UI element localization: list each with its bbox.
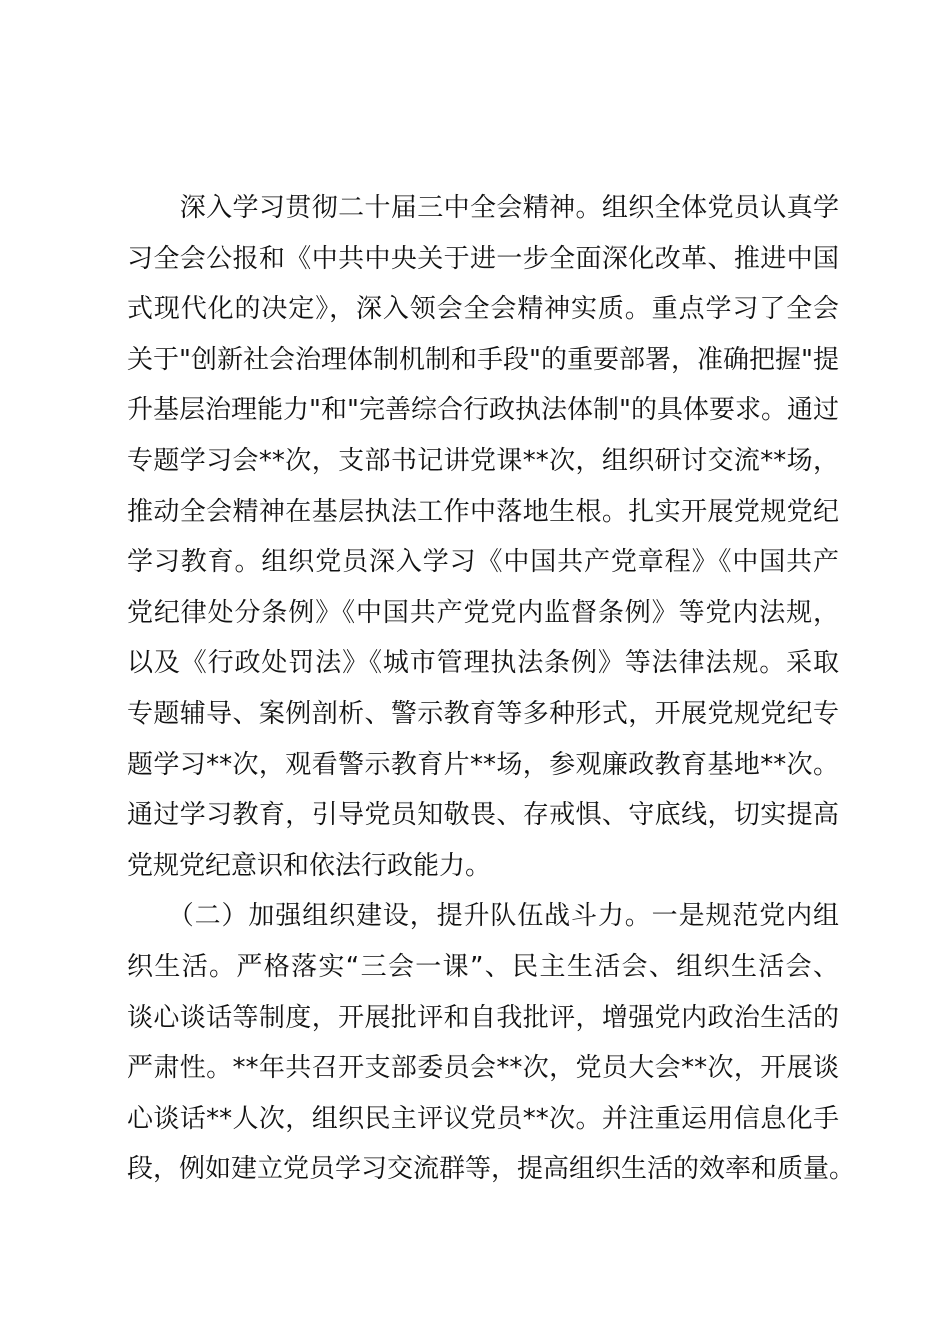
- text-line: 心谈话**人次，组织民主评议党员**次。并注重运用信息化手: [127, 1103, 839, 1134]
- text-line: 严肃性。**年共召开支部委员会**次，党员大会**次，开展谈: [127, 1053, 839, 1084]
- text-line: 深入学习贯彻二十届三中全会精神。组织全体党员认真学: [127, 193, 839, 223]
- text-line: 以及《行政处罚法》《城市管理执法条例》等法律法规。采取: [127, 648, 839, 679]
- text-line: （二）加强组织建设，提升队伍战斗力。一是规范党内组: [127, 901, 839, 932]
- text-line: 习全会公报和《中共中央关于进一步全面深化改革、推进中国: [127, 243, 839, 274]
- text-line: 织生活。严格落实“三会一课”、民主生活会、组织生活会、: [127, 951, 839, 982]
- text-line: 题学习**次，观看警示教育片**场，参观廉政教育基地**次。: [127, 749, 839, 780]
- text-line: 段，例如建立党员学习交流群等，提高组织生活的效率和质量。: [127, 1154, 856, 1185]
- paragraph: [127, 891, 856, 1195]
- text-line: 党纪律处分条例》《中国共产党党内监督条例》等党内法规，: [127, 597, 839, 628]
- text-line: 推动全会精神在基层执法工作中落地生根。扎实开展党规党纪: [127, 496, 839, 527]
- text-line: 关于"创新社会治理体制机制和手段"的重要部署，准确把握"提: [127, 344, 839, 375]
- text-line: 学习教育。组织党员深入学习《中国共产党章程》《中国共产: [127, 547, 839, 578]
- text-line: 谈心谈话等制度，开展批评和自我批评，增强党内政治生活的: [127, 1002, 839, 1033]
- document-body: [127, 183, 856, 1195]
- text-line: 升基层治理能力"和"完善综合行政执法体制"的具体要求。通过: [127, 395, 839, 426]
- text-line: 式现代化的决定》，深入领会全会精神实质。重点学习了全会: [127, 294, 839, 325]
- text-line: 专题辅导、案例剖析、警示教育等多种形式，开展党规党纪专: [127, 698, 839, 729]
- text-line: 党规党纪意识和依法行政能力。: [127, 850, 492, 881]
- text-line: 专题学习会**次，支部书记讲党课**次，组织研讨交流**场，: [127, 445, 839, 476]
- paragraph: [127, 183, 839, 891]
- text-line: 通过学习教育，引导党员知敬畏、存戒惧、守底线，切实提高: [127, 800, 839, 831]
